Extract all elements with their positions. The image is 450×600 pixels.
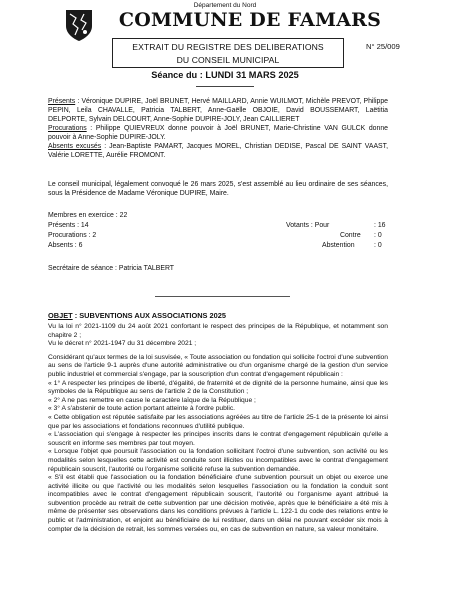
registre-line-2: DU CONSEIL MUNICIPAL [176,54,280,65]
presents-text: : Véronique DUPIRE, Joël BRUNET, Hervé MAILLARD, Annie WUILMOT, Michèle PREVOT, Philippe PEPIN, Leila CHAVALLE, Patricia TALBERT, Anne-Gaëlle OBJOIE, David BOUSSEMART, Laëtitia DELPORTE, Sylvain DELCOURT, Anne-Sophie DUPIRE-JOLY, Jean CAILLIERET [48,98,388,123]
registre-line-1: EXTRAIT DU REGISTRE DES DELIBERATIONS [132,42,324,52]
body-paragraph: « 1° A respecter les principes de liberté, d'égalité, de fraternité et de dignité de la personne humaine, ainsi que les symboles de la République au sens de l'article 2 de la Constitution ; [48,379,388,396]
body-paragraph: « 2° A ne pas remettre en cause le caractère laïque de la République ; [48,396,256,404]
seance-divider [196,86,254,87]
objet-label: OBJET [48,311,73,320]
absents-count: Absents : 6 [48,242,83,249]
body-paragraph: « Cette obligation est réputée satisfaite par les associations agréées au titre de l'article 25-1 de la présente loi ainsi que par les associations et fondations reconnues d'utilité publique. [48,413,388,430]
procurations-label: Procurations [48,125,87,132]
body-paragraph: Vu le décret n° 2021-1947 du 31 décembre 2021 ; [48,340,197,348]
votes-abstention-value: : 0 [374,242,382,249]
convocation-paragraph: Le conseil municipal, légalement convoqué le 26 mars 2025, s'est assemblé au lieu ordinaire de ses séances, sous la Présidence de Madame Véronique DUPIRE, Maire. [48,181,388,197]
body-paragraph: « 3° A s'abstenir de toute action portant atteinte à l'ordre public. [48,405,236,413]
secretaire-line: Secrétaire de séance : Patricia TALBERT [48,265,175,272]
body-paragraph: Considérant qu'aux termes de la loi susvisée, « Toute association ou fondation qui sollicite l'octroi d'une subvention au sens de l'article 9-1 auprès d'une autorité administrative ou d'un organisme chargé de la gestion d'un service public industriel et commercial s'engage, par la souscription d'un contrat d'engagement républicain : [48,353,388,378]
body-paragraph: « Lorsque l'objet que poursuit l'association ou la fondation sollicitant l'octroi d'une subvention, son activité ou les modalités selon lesquelles cette activité est conduite sont illicites ou incompatibles avec le contrat d'engagement républicain souscrit, l'autorité ou l'organisme sollicité refuse la subvention demandée. [48,448,388,473]
registre-box [112,38,344,68]
coat-of-arms-icon [64,8,94,42]
objet-title: : SUBVENTIONS AUX ASSOCIATIONS 2025 [72,311,226,320]
presents-label: Présents [48,98,76,105]
absents-text: : Jean-Baptiste PAMART, Jacques MOREL, Christian DEDISE, Pascal DE SAINT VAAST, Valérie LORETTE, Aurélie FROMONT. [48,143,389,159]
presents-paragraph [48,97,388,124]
commune-title: COMMUNE DE FAMARS [118,9,382,31]
procurations-text: : Philippe QUIEVREUX donne pouvoir à Joël BRUNET, Marie-Christine VAN GULCK donne pouvoir à Anne-Sophie DUPIRE-JOLY. [48,125,388,141]
departement-label: Département du Nord [193,2,257,9]
body-text [48,323,388,534]
body-paragraph: « L'association qui s'engage à respecter les principes inscrits dans le contrat d'engagement républicain qu'elle a souscrit en informe ses membres par tout moyen. [48,431,388,447]
procurations-paragraph [48,124,388,142]
body-paragraph: Vu la loi n° 2021-1109 du 24 août 2021 confortant le respect des principes de la République, et notamment son chapitre 2 ; [48,323,388,339]
absents-label: Absents excusés [48,143,102,150]
votes-contre-label: Contre [340,232,361,239]
votes-pour-label: Votants : Pour [286,222,330,229]
members-in-office: Membres en exercice : 22 [48,212,128,219]
votes-abstention-label: Abstention [322,242,355,249]
absents-paragraph [48,142,388,160]
seance-date: Séance du : LUNDI 31 MARS 2025 [151,70,299,80]
section-divider [155,296,290,297]
body-paragraph: « S'il est établi que l'association ou la fondation bénéficiaire d'une subvention poursuit un objet ou exerce une activité illicite ou que l'activité ou les modalités selon lesquelles l'association ou la fondation la conduit sont incompatibles avec le contrat d'engagement républicain souscrit, l'autorité ou l'organisme ayant attribué la subvention procède au retrait de cette subvention par une décision motivée, après que le bénéficiaire a été mis à même de présenter ses observations dans les conditions prévues à l'article L. 122-1 du code des relations entre le public et l'administration, et enjoint au bénéficiaire de lui restituer, dans un délai ne pouvant excéder six mois à compter de la décision de retrait, les sommes versées ou, en cas de subvention en nature, sa valeur monétaire. [48,474,388,533]
objet-heading [48,311,226,320]
procurations-count: Procurations : 2 [48,232,97,239]
votes-contre-value: : 0 [374,232,382,239]
deliberation-number: N° 25/009 [366,42,400,51]
votes-pour-value: : 16 [374,222,386,229]
presents-count: Présents : 14 [48,222,89,229]
